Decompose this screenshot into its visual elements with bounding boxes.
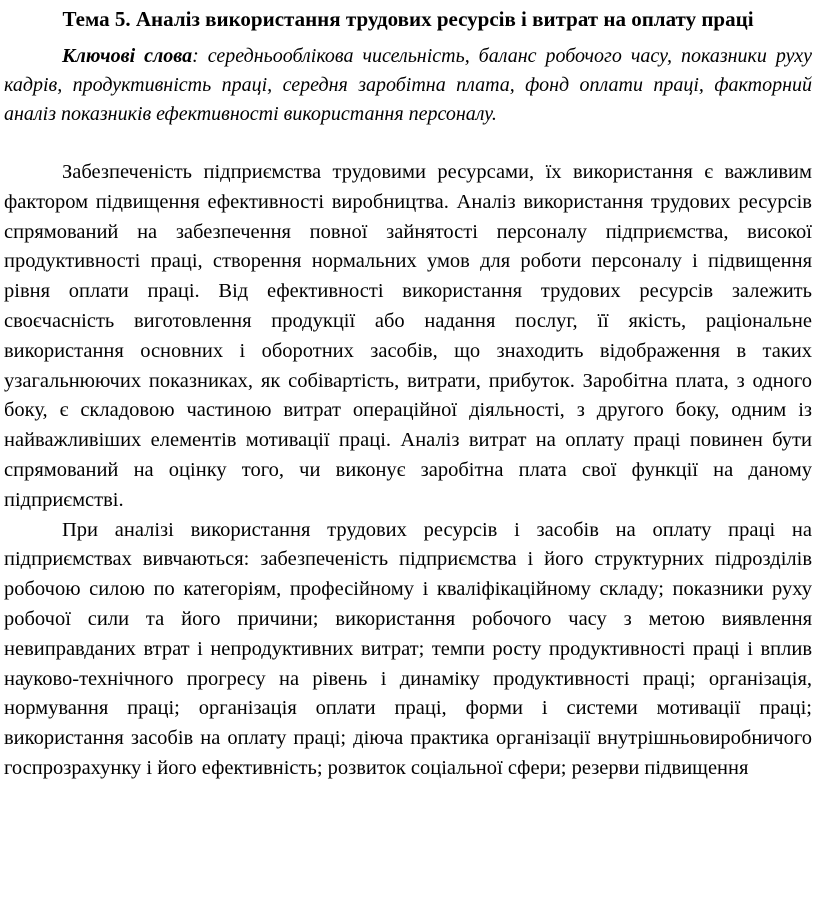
body-paragraph-1: Забезпеченість підприємства трудовими ресурсами, їх використання є важливим фактором підвищення ефективності виробництва. Аналіз використання трудових ресурсів спрямований на забезпечення повної зайнятості персоналу підприємства, високої продуктивності праці, створення нормальних умов для роботи персоналу і підвищення рівня оплати праці. Від ефективності використання трудових ресурсів залежить своєчасність виготовлення продукції або надання послуг, її якість, раціональне використання основних і оборотних засобів, що знаходить відображення в таких узагальнюючих показниках, як собівартість, витрати, прибуток. Заробітна плата, з одного боку, є складовою частиною витрат операційної діяльності, з другого боку, одним із найважливіших елементів мотивації праці. Аналіз витрат на оплату праці повинен бути спрямований на оцінку того, чи виконує заробітна плата свої функції на даному підприємстві. <box>4 161 812 511</box>
body-paragraph-2: При аналізі використання трудових ресурсів і засобів на оплату праці на підприємствах вивчаються: забезпеченість підприємства і його структурних підрозділів робочою силою по категоріям, професійному і кваліфікаційному складу; показники руху робочої сили та його причини; використання робочого часу з метою виявлення невиправданих втрат і непродуктивних витрат; темпи росту продуктивності праці і вплив науково-технічного прогресу на рівень і динаміку продуктивності праці; організація, нормування праці; організація оплати праці, форми і системи мотивації праці; використання засобів на оплату праці; діюча практика організації внутрішньовиробничого госпрозрахунку і його ефективність; розвиток соціальної сфери; резерви підвищення <box>4 518 812 779</box>
keywords-text: середньооблікова чисельність, баланс робочого часу, показники руху кадрів, продуктивність праці, середня заробітна плата, фонд оплати праці, факторний аналіз показників ефективності використання персоналу. <box>4 45 812 125</box>
keywords-separator: : <box>192 45 199 67</box>
document-title: Тема 5. Аналіз використання трудових ресурсів і витрат на оплату праці <box>62 7 754 31</box>
keywords-label: Ключові слова <box>62 45 193 67</box>
keywords-paragraph <box>4 42 812 129</box>
